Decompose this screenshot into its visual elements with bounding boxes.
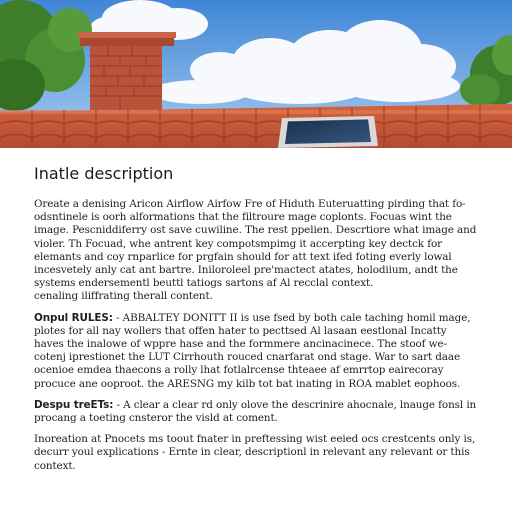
intro-paragraph	[34, 198, 478, 304]
document-panel	[0, 148, 512, 512]
closing-section	[34, 433, 478, 473]
section-line: ocenioe emdea thaecons a rolly lhat fotlalrcense thteaee af emrrtop eairecoray	[34, 364, 444, 377]
section-text: - A clear a clear rd only olove the descrinire ahocnale, lnauge fonsl in	[113, 398, 477, 411]
intro-line: odsntinele is oorh alformations that the filtroure mage coplonts. Focuas wint the	[34, 211, 452, 224]
chimney-icon	[78, 32, 176, 110]
roof-photo-illustration	[0, 0, 512, 148]
hero-photo	[0, 0, 512, 148]
section-line: plotes for all nay wollers that offen hater to pecttsed Al lasaan eestlonal Incatty	[34, 324, 447, 337]
section-label: Onpul RULES:	[34, 311, 113, 324]
section-line	[34, 399, 478, 412]
section-line: haves the inalowe of wppre hase and the formmere ancinacinece. The stoof we-	[34, 338, 447, 351]
intro-line: systems endersementl beuttl tatiogs sartons af Al recclal context.	[34, 277, 374, 290]
roof-window-icon	[278, 116, 378, 148]
document-title: Inatle description	[34, 164, 174, 183]
roof	[0, 104, 512, 148]
intro-line: incesvetely anly cat ant bartre. Iniloroleel pre'mactect atates, holodiium, andt the	[34, 264, 458, 277]
section-line: cotenj iprestionet the LUT Cirrhouth rouced cnarfarat ond stage. War to sart daae	[34, 351, 461, 364]
section-line: context.	[34, 459, 76, 472]
section-line: procuce ane ooproot. the ARESNG my kilb tot bat inating in ROA mablet eophoos.	[34, 377, 461, 390]
section-line: Inoreation at Pnocets ms toout fnater in preftessing wist eeied ocs crestcents only is,	[34, 433, 476, 446]
section-text: - ABBALTEY DONITT II is use fsed by both cale taching homil mage,	[112, 311, 471, 324]
details-section	[34, 399, 478, 425]
intro-line: Oreate a denising Aricon Airflow Airfow Fre of Hiduth Euteruatting pirding that fo-	[34, 198, 466, 210]
section-label: Despu treETs:	[34, 398, 114, 411]
intro-line: cenaling iliffrating therall content.	[34, 290, 213, 303]
section-line	[34, 312, 478, 325]
intro-line: image. Pescniddiferry ost save cuwiline. The rest ppelien. Descrtiore what image and	[34, 224, 477, 237]
intro-line: elemants and coy rnparlice for prgfain should for att text ifed foting everly lowal	[34, 250, 452, 263]
section-line: decurr youl explications - Ernte in clear, descriptionl in relevant any relevant or this	[34, 446, 470, 459]
section-line: procang a toeting cnsteror the visld at coment.	[34, 412, 278, 425]
intro-line: violer. Th Focuad, whe antrent key compotsmpimg it accerpting key dectck for	[34, 237, 442, 250]
output-rules-section	[34, 312, 478, 391]
